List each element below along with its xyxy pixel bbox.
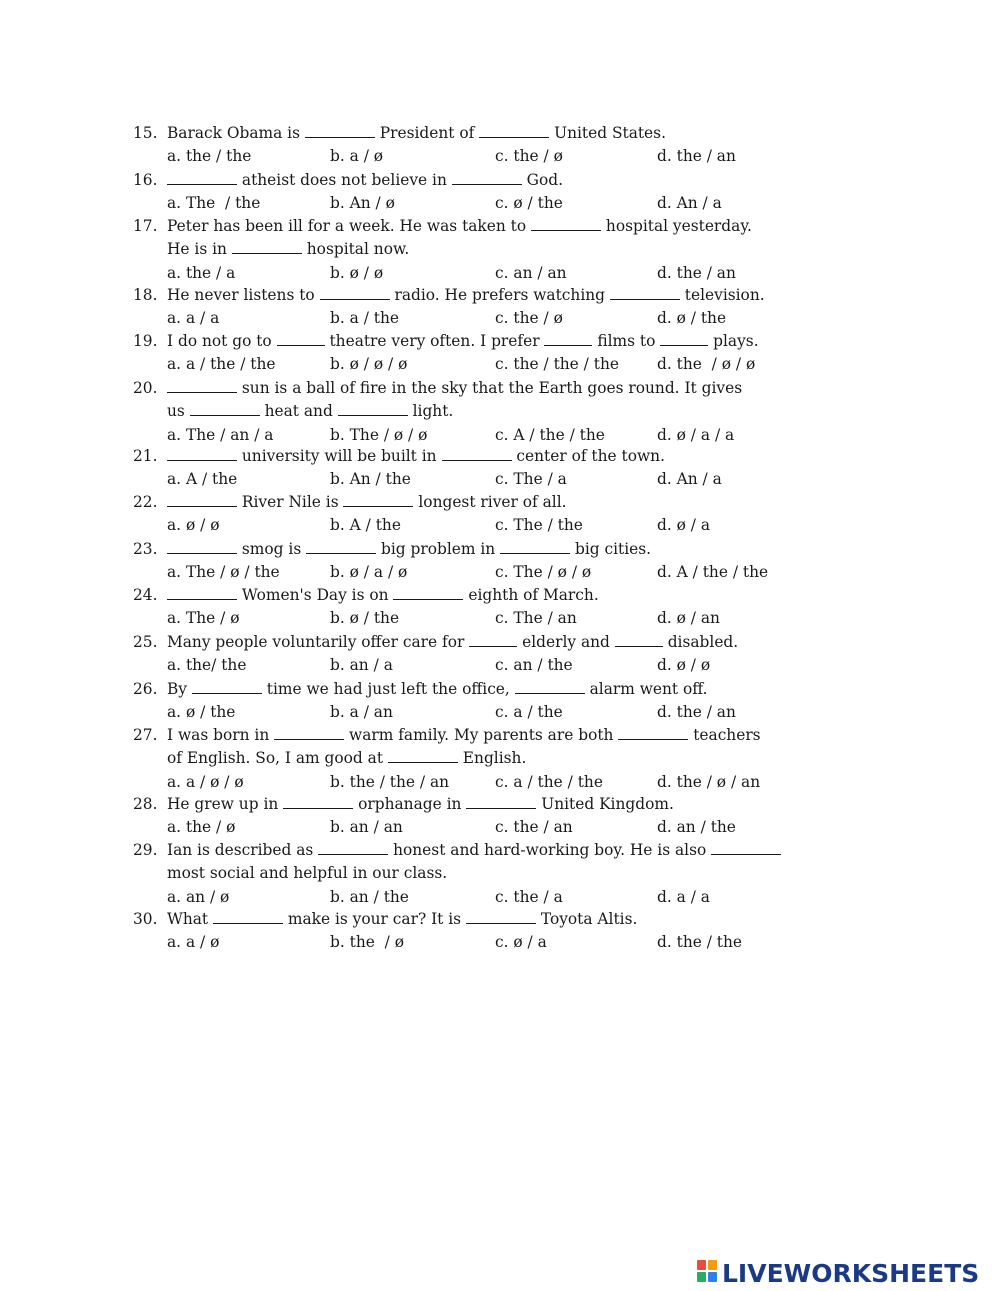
question-text-line [133, 724, 833, 747]
question-text: Peter has been ill for a week. He was taken to [167, 217, 532, 235]
answer-options [133, 262, 833, 285]
liveworksheets-logo-icon [697, 1260, 719, 1286]
option-d[interactable]: d. ø / an [657, 609, 720, 628]
option-b[interactable]: b. an / an [330, 818, 403, 837]
question-17 [133, 215, 833, 285]
question-number: 18. [133, 286, 158, 304]
option-a[interactable]: a. The / ø / the [167, 563, 280, 582]
option-d[interactable]: d. ø / ø [657, 656, 711, 675]
question-number: 21. [133, 447, 158, 465]
answer-options [133, 307, 833, 330]
answer-blank[interactable] [343, 491, 413, 507]
question-16 [133, 169, 833, 216]
option-c[interactable]: c. The / an [495, 609, 577, 628]
question-30 [133, 908, 833, 955]
option-d[interactable]: d. the / the [657, 933, 743, 952]
option-c[interactable]: c. the / an [495, 818, 573, 837]
option-b[interactable]: b. The / ø / ø [330, 425, 428, 444]
option-a[interactable]: a. the / ø [167, 818, 236, 837]
question-text: make is your car? It is [282, 910, 466, 928]
question-text: longest river of all. [413, 493, 567, 511]
question-text: English. [457, 749, 527, 768]
option-c[interactable]: c. The / the [495, 516, 583, 535]
option-d[interactable]: d. the / an [657, 263, 736, 282]
question-text: radio. He prefers watching [389, 286, 610, 304]
answer-options [133, 514, 833, 537]
question-25 [133, 631, 833, 678]
question-text: He grew up in [167, 795, 284, 813]
option-a[interactable]: a. the / a [167, 263, 236, 282]
question-number: 16. [133, 171, 158, 189]
answer-blank[interactable] [660, 330, 708, 346]
option-c[interactable]: c. a / the / the [495, 772, 603, 791]
question-text: honest and hard-working boy. He is also [388, 841, 712, 859]
question-text: time we had just left the office, [261, 680, 515, 698]
question-text: Many people voluntarily offer care for [167, 633, 470, 651]
question-text: alarm went off. [584, 680, 708, 698]
answer-blank[interactable] [192, 678, 262, 694]
option-d[interactable]: d. ø / the [657, 309, 727, 328]
question-text-line [133, 169, 833, 192]
answer-blank[interactable] [190, 400, 260, 416]
answer-blank[interactable] [393, 584, 463, 600]
question-text: What [167, 910, 213, 928]
answer-options [133, 931, 833, 954]
brand-name: LIVEWORKSHEETS [722, 1258, 980, 1288]
question-text-line [133, 215, 833, 238]
question-24 [133, 584, 833, 631]
question-text-line [133, 793, 833, 816]
option-a[interactable]: a. the/ the [167, 656, 247, 675]
option-b[interactable]: b. ø / a / ø [330, 563, 408, 582]
option-a[interactable]: a. The / an / a [167, 425, 274, 444]
question-text-line [133, 491, 833, 514]
question-text: sun is a ball of fire in the sky that the Earth goes round. It gives [237, 379, 743, 397]
answer-blank[interactable] [615, 631, 663, 647]
answer-blank[interactable] [167, 169, 237, 185]
answer-blank[interactable] [479, 122, 549, 138]
answer-blank[interactable] [167, 491, 237, 507]
question-text-line [133, 678, 833, 701]
answer-options [133, 468, 833, 491]
question-number: 22. [133, 493, 158, 511]
option-d[interactable]: d. the / ø / an [657, 772, 761, 791]
question-text: River Nile is [237, 493, 344, 511]
answer-options [133, 886, 833, 909]
option-c[interactable]: c. The / a [495, 470, 567, 489]
option-d[interactable]: d. An / a [657, 194, 722, 213]
option-b[interactable]: b. an / the [330, 887, 409, 906]
answer-blank[interactable] [320, 284, 390, 300]
question-text: theatre very often. I prefer [324, 332, 545, 350]
option-b[interactable]: b. the / ø [330, 933, 404, 952]
answer-blank[interactable] [544, 330, 592, 346]
answer-blank[interactable] [442, 445, 512, 461]
question-15 [133, 122, 833, 169]
question-27 [133, 724, 833, 794]
option-b[interactable]: b. An / ø [330, 194, 395, 213]
answer-options [133, 771, 833, 794]
question-20 [133, 377, 833, 447]
answer-blank[interactable] [274, 724, 344, 740]
option-c[interactable]: c. the / ø [495, 309, 563, 328]
answer-options [133, 607, 833, 630]
question-text-line [133, 330, 833, 353]
question-text: smog is [237, 540, 307, 558]
answer-blank[interactable] [531, 215, 601, 231]
option-c[interactable]: c. an / the [495, 656, 573, 675]
question-text: center of the town. [511, 447, 665, 465]
question-text: big problem in [376, 540, 501, 558]
option-d[interactable]: d. a / a [657, 887, 710, 906]
question-text: United States. [549, 124, 666, 142]
option-d[interactable]: d. the / ø / ø [657, 355, 756, 374]
answer-blank[interactable] [167, 445, 237, 461]
answer-blank[interactable] [338, 400, 408, 416]
option-d[interactable]: d. an / the [657, 818, 736, 837]
question-number: 17. [133, 217, 158, 235]
question-number: 26. [133, 680, 158, 698]
answer-blank[interactable] [515, 678, 585, 694]
option-c[interactable]: c. A / the / the [495, 425, 605, 444]
question-text: United Kingdom. [536, 795, 674, 813]
option-c[interactable]: c. ø / the [495, 194, 563, 213]
option-b[interactable]: b. a / an [330, 703, 393, 722]
option-c[interactable]: c. ø / a [495, 933, 547, 952]
question-22 [133, 491, 833, 538]
option-a[interactable]: a. an / ø [167, 887, 230, 906]
answer-options [133, 424, 833, 447]
question-text-line [133, 238, 833, 261]
answer-options [133, 561, 833, 584]
question-text: He never listens to [167, 286, 320, 304]
option-b[interactable]: b. ø / the [330, 609, 400, 628]
option-a[interactable]: a. ø / the [167, 703, 236, 722]
question-text: elderly and [517, 633, 615, 651]
question-text: television. [679, 286, 765, 304]
answer-blank[interactable] [711, 839, 781, 855]
answer-blank[interactable] [466, 793, 536, 809]
question-28 [133, 793, 833, 840]
answer-options [133, 353, 833, 376]
question-text: films to [592, 332, 661, 350]
option-a[interactable]: a. ø / ø [167, 516, 220, 535]
answer-blank[interactable] [469, 631, 517, 647]
question-number: 25. [133, 633, 158, 651]
question-26 [133, 678, 833, 725]
option-d[interactable]: d. An / a [657, 470, 722, 489]
option-c[interactable]: c. the / ø [495, 147, 563, 166]
question-text: big cities. [570, 540, 652, 558]
question-text-line [133, 284, 833, 307]
question-number: 30. [133, 910, 158, 928]
option-b[interactable]: b. ø / ø [330, 263, 384, 282]
option-c[interactable]: c. a / the [495, 703, 563, 722]
question-text: university will be built in [237, 447, 442, 465]
question-text: He is in [167, 240, 232, 259]
question-text: God. [521, 171, 563, 189]
option-c[interactable]: c. the / the / the [495, 355, 619, 374]
question-text: Toyota Altis. [535, 910, 638, 928]
answer-blank[interactable] [610, 284, 680, 300]
option-b[interactable]: b. an / a [330, 656, 393, 675]
question-text: teachers [688, 726, 761, 744]
option-a[interactable]: a. a / the / the [167, 355, 276, 374]
option-a[interactable]: a. a / ø [167, 933, 220, 952]
option-a[interactable]: a. The / the [167, 194, 261, 213]
question-text-line [133, 445, 833, 468]
question-text-line [133, 538, 833, 561]
question-text: most social and helpful in our class. [167, 864, 448, 883]
question-text-line [133, 747, 833, 770]
option-a[interactable]: a. A / the [167, 470, 238, 489]
question-number: 27. [133, 726, 158, 744]
question-text: plays. [708, 332, 759, 350]
option-d[interactable]: d. ø / a / a [657, 425, 735, 444]
question-text-line [133, 839, 833, 862]
question-number: 20. [133, 379, 158, 397]
question-text: disabled. [662, 633, 739, 651]
option-a[interactable]: a. a / a [167, 309, 220, 328]
option-b[interactable]: b. ø / ø / ø [330, 355, 408, 374]
question-18 [133, 284, 833, 331]
answer-blank[interactable] [277, 330, 325, 346]
question-19 [133, 330, 833, 377]
question-text-line [133, 584, 833, 607]
answer-blank[interactable] [318, 839, 388, 855]
option-b[interactable]: b. a / the [330, 309, 399, 328]
question-text-line [133, 862, 833, 885]
question-number: 24. [133, 586, 158, 604]
question-text: eighth of March. [463, 586, 599, 604]
answer-blank[interactable] [618, 724, 688, 740]
answer-blank[interactable] [283, 793, 353, 809]
answer-blank[interactable] [167, 377, 237, 393]
answer-blank[interactable] [452, 169, 522, 185]
option-b[interactable]: b. the / the / an [330, 772, 450, 791]
answer-blank[interactable] [232, 238, 302, 254]
option-c[interactable]: c. The / ø / ø [495, 563, 592, 582]
question-number: 19. [133, 332, 158, 350]
option-b[interactable]: b. A / the [330, 516, 401, 535]
question-text-line [133, 122, 833, 145]
option-d[interactable]: d. A / the / the [657, 563, 769, 582]
answer-blank[interactable] [213, 908, 283, 924]
answer-options [133, 192, 833, 215]
question-text: Barack Obama is [167, 124, 305, 142]
question-text-line [133, 400, 833, 423]
answer-blank[interactable] [466, 908, 536, 924]
option-d[interactable]: d. the / an [657, 147, 736, 166]
option-a[interactable]: a. the / the [167, 147, 252, 166]
question-number: 15. [133, 124, 158, 142]
question-text: I do not go to [167, 332, 277, 350]
question-21 [133, 445, 833, 492]
question-text: Ian is described as [167, 841, 319, 859]
option-b[interactable]: b. An / the [330, 470, 411, 489]
question-text: hospital yesterday. [601, 217, 752, 235]
question-text: light. [407, 402, 454, 421]
question-text: us [167, 402, 190, 421]
question-number: 29. [133, 841, 158, 859]
question-text: heat and [259, 402, 338, 421]
answer-blank[interactable] [167, 538, 237, 554]
option-c[interactable]: c. an / an [495, 263, 567, 282]
option-d[interactable]: d. ø / a [657, 516, 711, 535]
question-text: By [167, 680, 192, 698]
liveworksheets-logo [697, 1258, 979, 1288]
question-23 [133, 538, 833, 585]
answer-blank[interactable] [306, 538, 376, 554]
option-b[interactable]: b. a / ø [330, 147, 384, 166]
option-a[interactable]: a. a / ø / ø [167, 772, 244, 791]
question-text-line [133, 631, 833, 654]
question-number: 28. [133, 795, 158, 813]
option-d[interactable]: d. the / an [657, 703, 736, 722]
answer-options [133, 816, 833, 839]
question-text: of English. So, I am good at [167, 749, 388, 768]
question-text: Women's Day is on [237, 586, 394, 604]
option-a[interactable]: a. The / ø [167, 609, 240, 628]
answer-options [133, 701, 833, 724]
question-text: hospital now. [301, 240, 410, 259]
question-number: 23. [133, 540, 158, 558]
answer-blank[interactable] [167, 584, 237, 600]
answer-blank[interactable] [305, 122, 375, 138]
question-text: orphanage in [353, 795, 467, 813]
question-text: atheist does not believe in [237, 171, 452, 189]
question-text-line [133, 377, 833, 400]
question-text: President of [374, 124, 480, 142]
answer-blank[interactable] [388, 747, 458, 763]
option-c[interactable]: c. the / a [495, 887, 563, 906]
question-text: warm family. My parents are both [344, 726, 619, 744]
question-text-line [133, 908, 833, 931]
question-29 [133, 839, 833, 909]
question-text: I was born in [167, 726, 275, 744]
answer-blank[interactable] [500, 538, 570, 554]
answer-options [133, 145, 833, 168]
answer-options [133, 654, 833, 677]
